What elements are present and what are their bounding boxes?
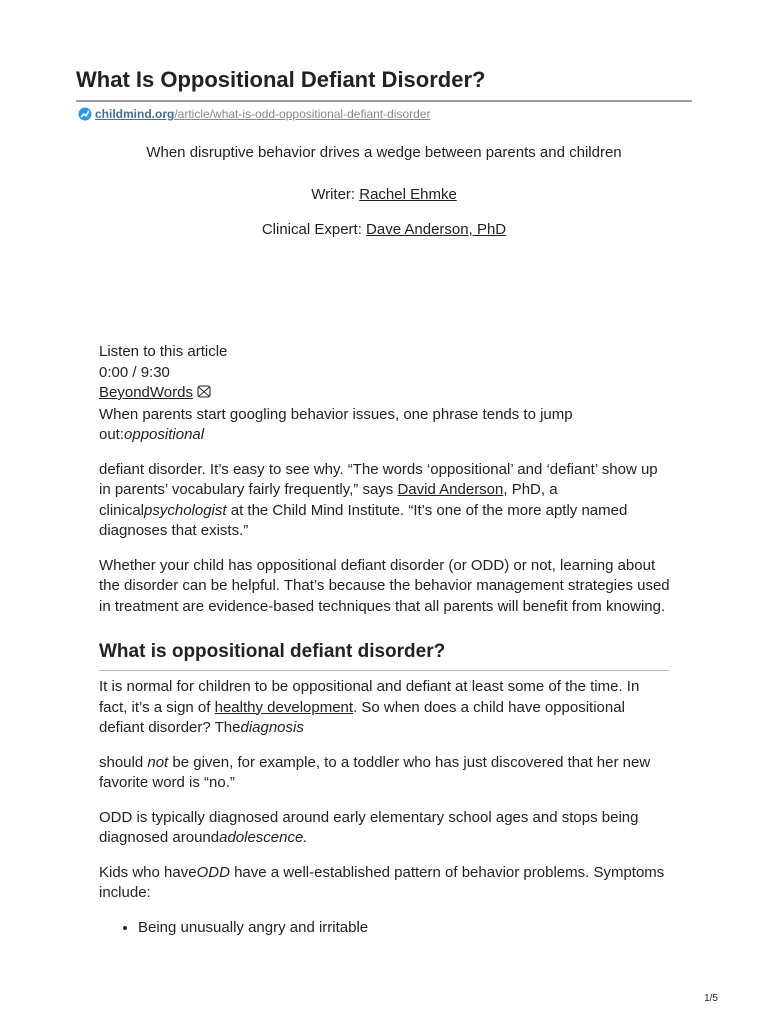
paragraph-3: Whether your child has oppositional defiant disorder (or ODD) or not, learning about the disorder can be helpful. That’s because the behavior management strategies used in treatment are evidence-based techniques that all parents will benefit from knowing. bbox=[99, 556, 670, 615]
article-body bbox=[99, 342, 671, 938]
paragraph-2: defiant disorder. It’s easy to see why. “The words ‘oppositional’ and ‘defiant’ show up in parents’ vocabulary fairly frequently,” says David Anderson, PhD, a clinicalpsychologist at the Child Mind Institute. “It’s one of the more aptly named diagnoses that exists.” bbox=[99, 460, 658, 539]
list-item: • Being unusually angry and irritable bbox=[138, 918, 671, 939]
writer-link[interactable]: Rachel Ehmke bbox=[359, 186, 457, 203]
paragraph-6: ODD is typically diagnosed around early elementary school ages and stops being diagnosed aroundadolescence. bbox=[99, 808, 639, 846]
paragraph-7: Kids who haveODD have a well-established pattern of behavior problems. Symptoms include: bbox=[99, 863, 665, 901]
audio-provider[interactable] bbox=[99, 383, 671, 405]
paragraph-5: should not be given, for example, to a toddler who has just discovered that her new favorite word is “no.” bbox=[99, 753, 651, 791]
beyondwords-logo-icon bbox=[197, 384, 211, 405]
audio-time: 0:00 / 9:30 bbox=[99, 363, 170, 381]
listen-label[interactable]: Listen to this article bbox=[99, 343, 228, 360]
paragraph-4: It is normal for children to be oppositional and defiant at least some of the time. In fact, it’s a sign of healthy development. So when does a child have oppositional defiant disorder? Thediagnosis bbox=[99, 678, 640, 736]
link-icon bbox=[78, 107, 92, 121]
section-divider bbox=[99, 670, 669, 671]
expert-byline bbox=[76, 220, 692, 240]
page-title: What Is Oppositional Defiant Disorder? bbox=[76, 67, 486, 92]
title-divider bbox=[76, 100, 692, 102]
expert-link[interactable]: Dave Anderson, PhD bbox=[366, 221, 507, 238]
symptoms-list bbox=[99, 918, 671, 939]
expert-label: Clinical Expert: bbox=[261, 221, 367, 238]
writer-byline bbox=[76, 185, 692, 205]
writer-label: Writer: bbox=[311, 186, 360, 203]
source-path[interactable]: /article/what-is-odd-oppositional-defiant-disorder bbox=[174, 107, 431, 121]
paragraph-1: When parents start googling behavior issues, one phrase tends to jump out:oppositional bbox=[99, 405, 573, 443]
article-subtitle: When disruptive behavior drives a wedge between parents and children bbox=[146, 144, 622, 161]
david-anderson-link[interactable]: David Anderson bbox=[397, 481, 504, 498]
source-domain[interactable]: childmind.org bbox=[95, 107, 175, 121]
section-heading: What is oppositional defiant disorder? bbox=[99, 641, 446, 662]
source-link[interactable] bbox=[78, 106, 430, 122]
healthy-development-link[interactable]: healthy development bbox=[214, 698, 354, 716]
page-number: 1/5 bbox=[704, 993, 718, 1004]
beyondwords-link[interactable]: BeyondWords bbox=[99, 384, 193, 401]
